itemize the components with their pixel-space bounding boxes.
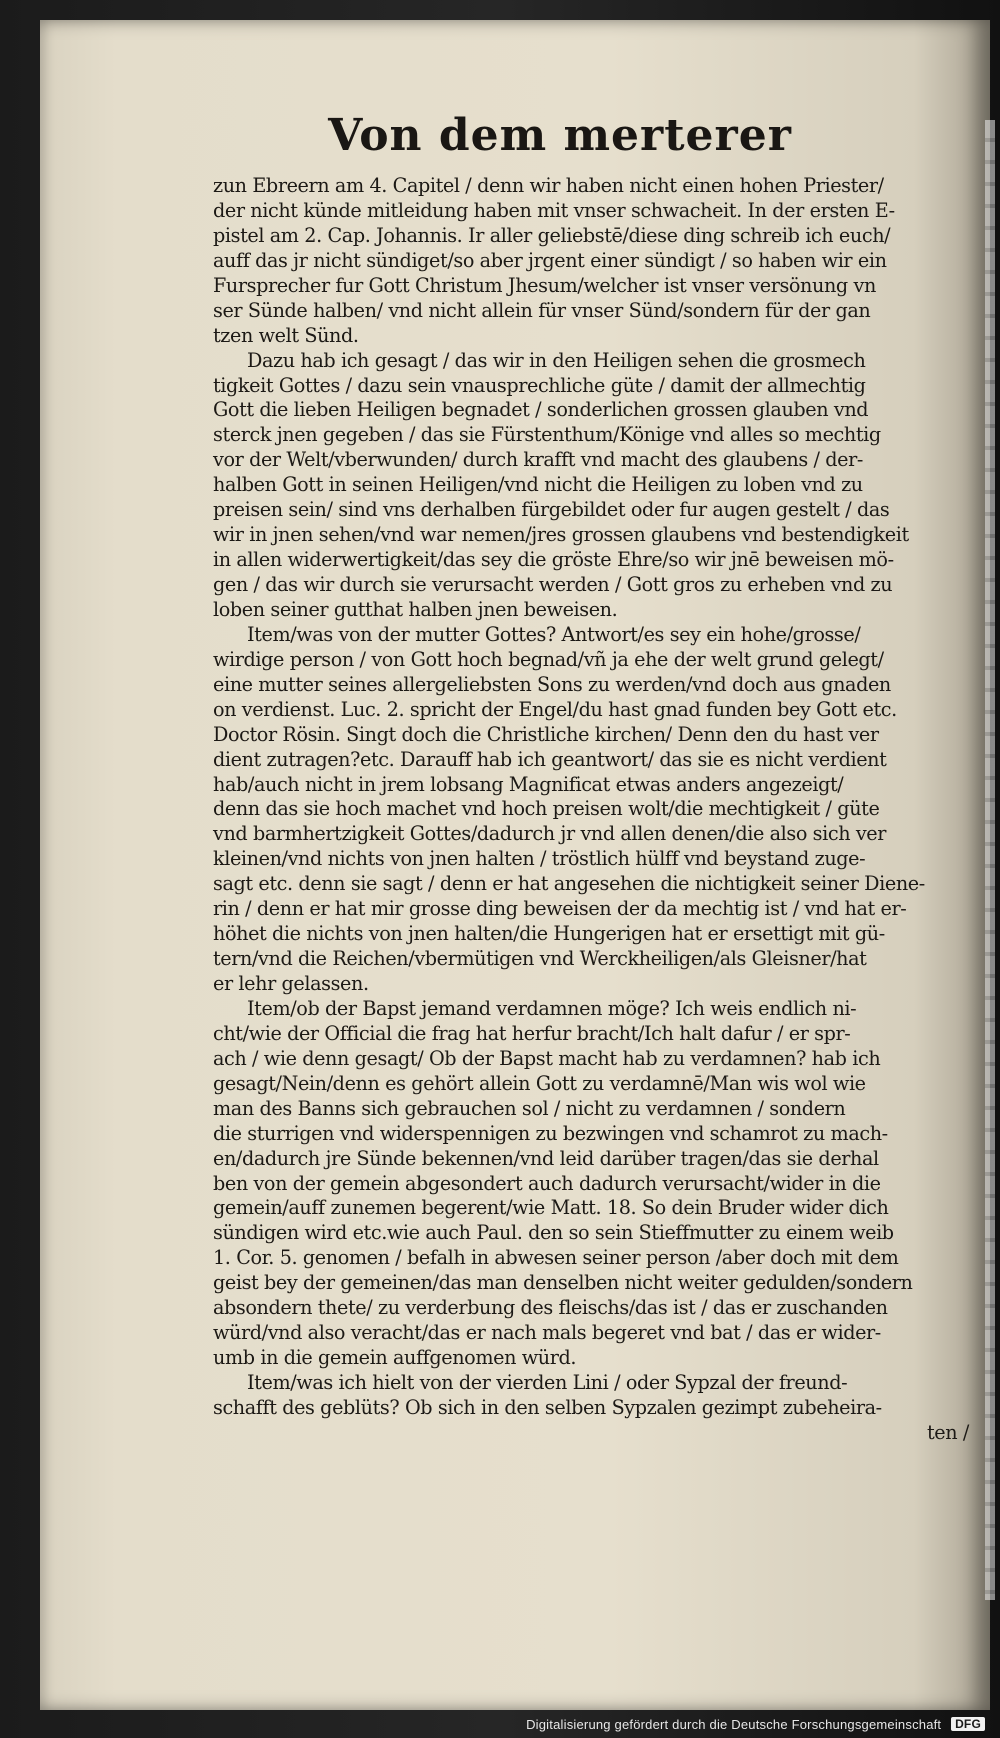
text-line: Item/was ich hielt von der vierden Lini / oder Sypzal der freund-: [247, 1371, 848, 1394]
running-header: Von dem merterer: [328, 110, 792, 161]
text-line: loben seiner gutthat halben jnen beweisen.: [213, 597, 618, 621]
text-line: ser Sünde halben/ vnd nicht allein für vnser Sünd/sondern für der gan: [213, 298, 871, 322]
text-line: cht/wie der Official die frag hat herfur bracht/Ich halt dafur / er spr-: [213, 1021, 851, 1045]
text-line: vnd barmhertzigkeit Gottes/dadurch jr vnd allen denen/die also sich ver: [213, 822, 887, 846]
text-line: absondern thete/ zu verderbung des fleischs/das ist / das er zuschanden: [213, 1296, 888, 1320]
text-line: kleinen/vnd nichts von jnen halten / tröstlich hülff vnd beystand zuge-: [213, 847, 866, 871]
text-line: gemein/auff zunemen begerent/wie Matt. 18. So dein Bruder wider dich: [213, 1196, 889, 1220]
text-line: tern/vnd die Reichen/vbermütigen vnd Werckheiligen/als Gleisner/hat: [213, 947, 867, 971]
text-line: er lehr gelassen.: [213, 972, 369, 995]
text-line: pistel am 2. Cap. Johannis. Ir aller geliebstē/diese ding schreib ich euch/: [213, 223, 891, 247]
text-line: sagt etc. denn sie sagt / denn er hat angesehen die nichtigkeit seiner Diene-: [213, 872, 925, 896]
text-line: denn das sie hoch machet vnd hoch preisen wolt/die mechtigkeit / güte: [213, 797, 880, 821]
text-line: der nicht künde mitleidung haben mit vnser schwacheit. In der ersten E-: [213, 198, 895, 222]
text-line: on verdienst. Luc. 2. spricht der Engel/du hast gnad funden bey Gott etc.: [213, 697, 897, 721]
text-line: dient zutragen?etc. Darauff hab ich geantwort/ das sie es nicht verdient: [213, 747, 887, 771]
text-line: zun Ebreern am 4. Capitel / denn wir haben nicht einen hohen Priester/: [213, 174, 884, 197]
text-line: Item/was von der mutter Gottes? Antwort/es sey ein hohe/grosse/: [247, 622, 861, 646]
text-line: vor der Welt/vberwunden/ durch krafft vnd macht des glaubens / der-: [213, 448, 863, 472]
text-line: preisen sein/ sind vns derhalben fürgebildet oder fur augen gestelt / das: [213, 498, 890, 522]
text-line: würd/vnd also veracht/das er nach mals begeret vnd bat / das er wider-: [213, 1321, 881, 1345]
text-line: Gott die lieben Heiligen begnadet / sonderlichen grossen glauben vnd: [213, 398, 869, 422]
text-line: sterck jnen gegeben / das sie Fürstenthum/Könige vnd alles so mechtig: [213, 423, 881, 447]
text-line: gesagt/Nein/denn es gehört allein Gott zu verdamnē/Man wis wol wie: [213, 1071, 866, 1095]
text-line: tzen welt Sünd.: [213, 323, 359, 347]
dfg-logo: DFG: [951, 1717, 985, 1731]
text-line: schafft des geblüts? Ob sich in den selben Sypzalen gezimpt zubeheira-: [213, 1395, 882, 1419]
text-line: ten /: [927, 1420, 969, 1444]
text-line: ach / wie denn gesagt/ Ob der Bapst macht hab zu verdamnen? hab ich: [213, 1046, 881, 1070]
text-line: Item/ob der Bapst jemand verdamnen möge? Ich weis endlich ni-: [247, 996, 857, 1020]
text-line: 1. Cor. 5. genomen / befalh in abwesen seiner person /aber doch mit dem: [213, 1246, 899, 1270]
text-line: ben von der gemein abgesondert auch dadurch verursacht/wider in die: [213, 1171, 881, 1195]
text-line: en/dadurch jre Sünde bekennen/vnd leid darüber tragen/das sie derhal: [213, 1146, 879, 1170]
text-line: Fursprecher fur Gott Christum Jhesum/welcher ist vnser versönung vn: [213, 273, 876, 297]
text-line: man des Banns sich gebrauchen sol / nicht zu verdamnen / sondern: [213, 1096, 846, 1120]
text-line: rin / denn er hat mir grosse ding beweisen der da mechtig ist / vnd hat er-: [213, 897, 907, 921]
text-line: höhet die nichts von jnen halten/die Hungerigen hat er ersettigt mit gü-: [213, 922, 885, 946]
text-line: geist bey der gemeinen/das man denselben nicht weiter gedulden/sondern: [213, 1271, 913, 1295]
text-line: auff das jr nicht sündiget/so aber jrgent einer sündigt / so haben wir ein: [213, 248, 887, 272]
text-line: gen / das wir durch sie verursacht werden / Gott gros zu erheben vnd zu: [213, 573, 893, 596]
text-line: tigkeit Gottes / dazu sein vnausprechliche güte / damit der allmechtig: [213, 373, 866, 397]
page-edge-strip: [985, 120, 995, 1600]
text-line: Doctor Rösin. Singt doch die Christliche kirchen/ Denn den du hast ver: [213, 722, 879, 746]
text-line: eine mutter seines allergeliebsten Sons zu werden/vnd doch aus gnaden: [213, 672, 891, 696]
text-line: wirdige person / von Gott hoch begnad/vñ ja ehe der welt grund gelegt/: [213, 647, 884, 671]
footer-credit: [0, 1717, 985, 1732]
text-line: hab/auch nicht in jrem lobsang Magnificat etwas anders angezeigt/: [213, 772, 844, 796]
text-line: halben Gott in seinen Heiligen/vnd nicht die Heiligen zu loben vnd zu: [213, 473, 863, 497]
body-text: [213, 174, 985, 1446]
text-line: in allen widerwertigkeit/das sey die gröste Ehre/so wir jnē beweisen mö-: [213, 548, 894, 572]
text-line: Dazu hab ich gesagt / das wir in den Heiligen sehen die grosmech: [247, 348, 866, 372]
text-line: sündigen wird etc.wie auch Paul. den so sein Stieffmutter zu einem weib: [213, 1221, 894, 1245]
footer-credit-text: Digitalisierung gefördert durch die Deutsche Forschungsgemeinschaft: [526, 1717, 942, 1732]
text-line: umb in die gemein auffgenomen würd.: [213, 1346, 577, 1370]
text-line: wir in jnen sehen/vnd war nemen/jres grossen glaubens vnd bestendigkeit: [213, 523, 909, 547]
text-line: die sturrigen vnd widerspennigen zu bezwingen vnd schamrot zu mach-: [213, 1121, 888, 1145]
